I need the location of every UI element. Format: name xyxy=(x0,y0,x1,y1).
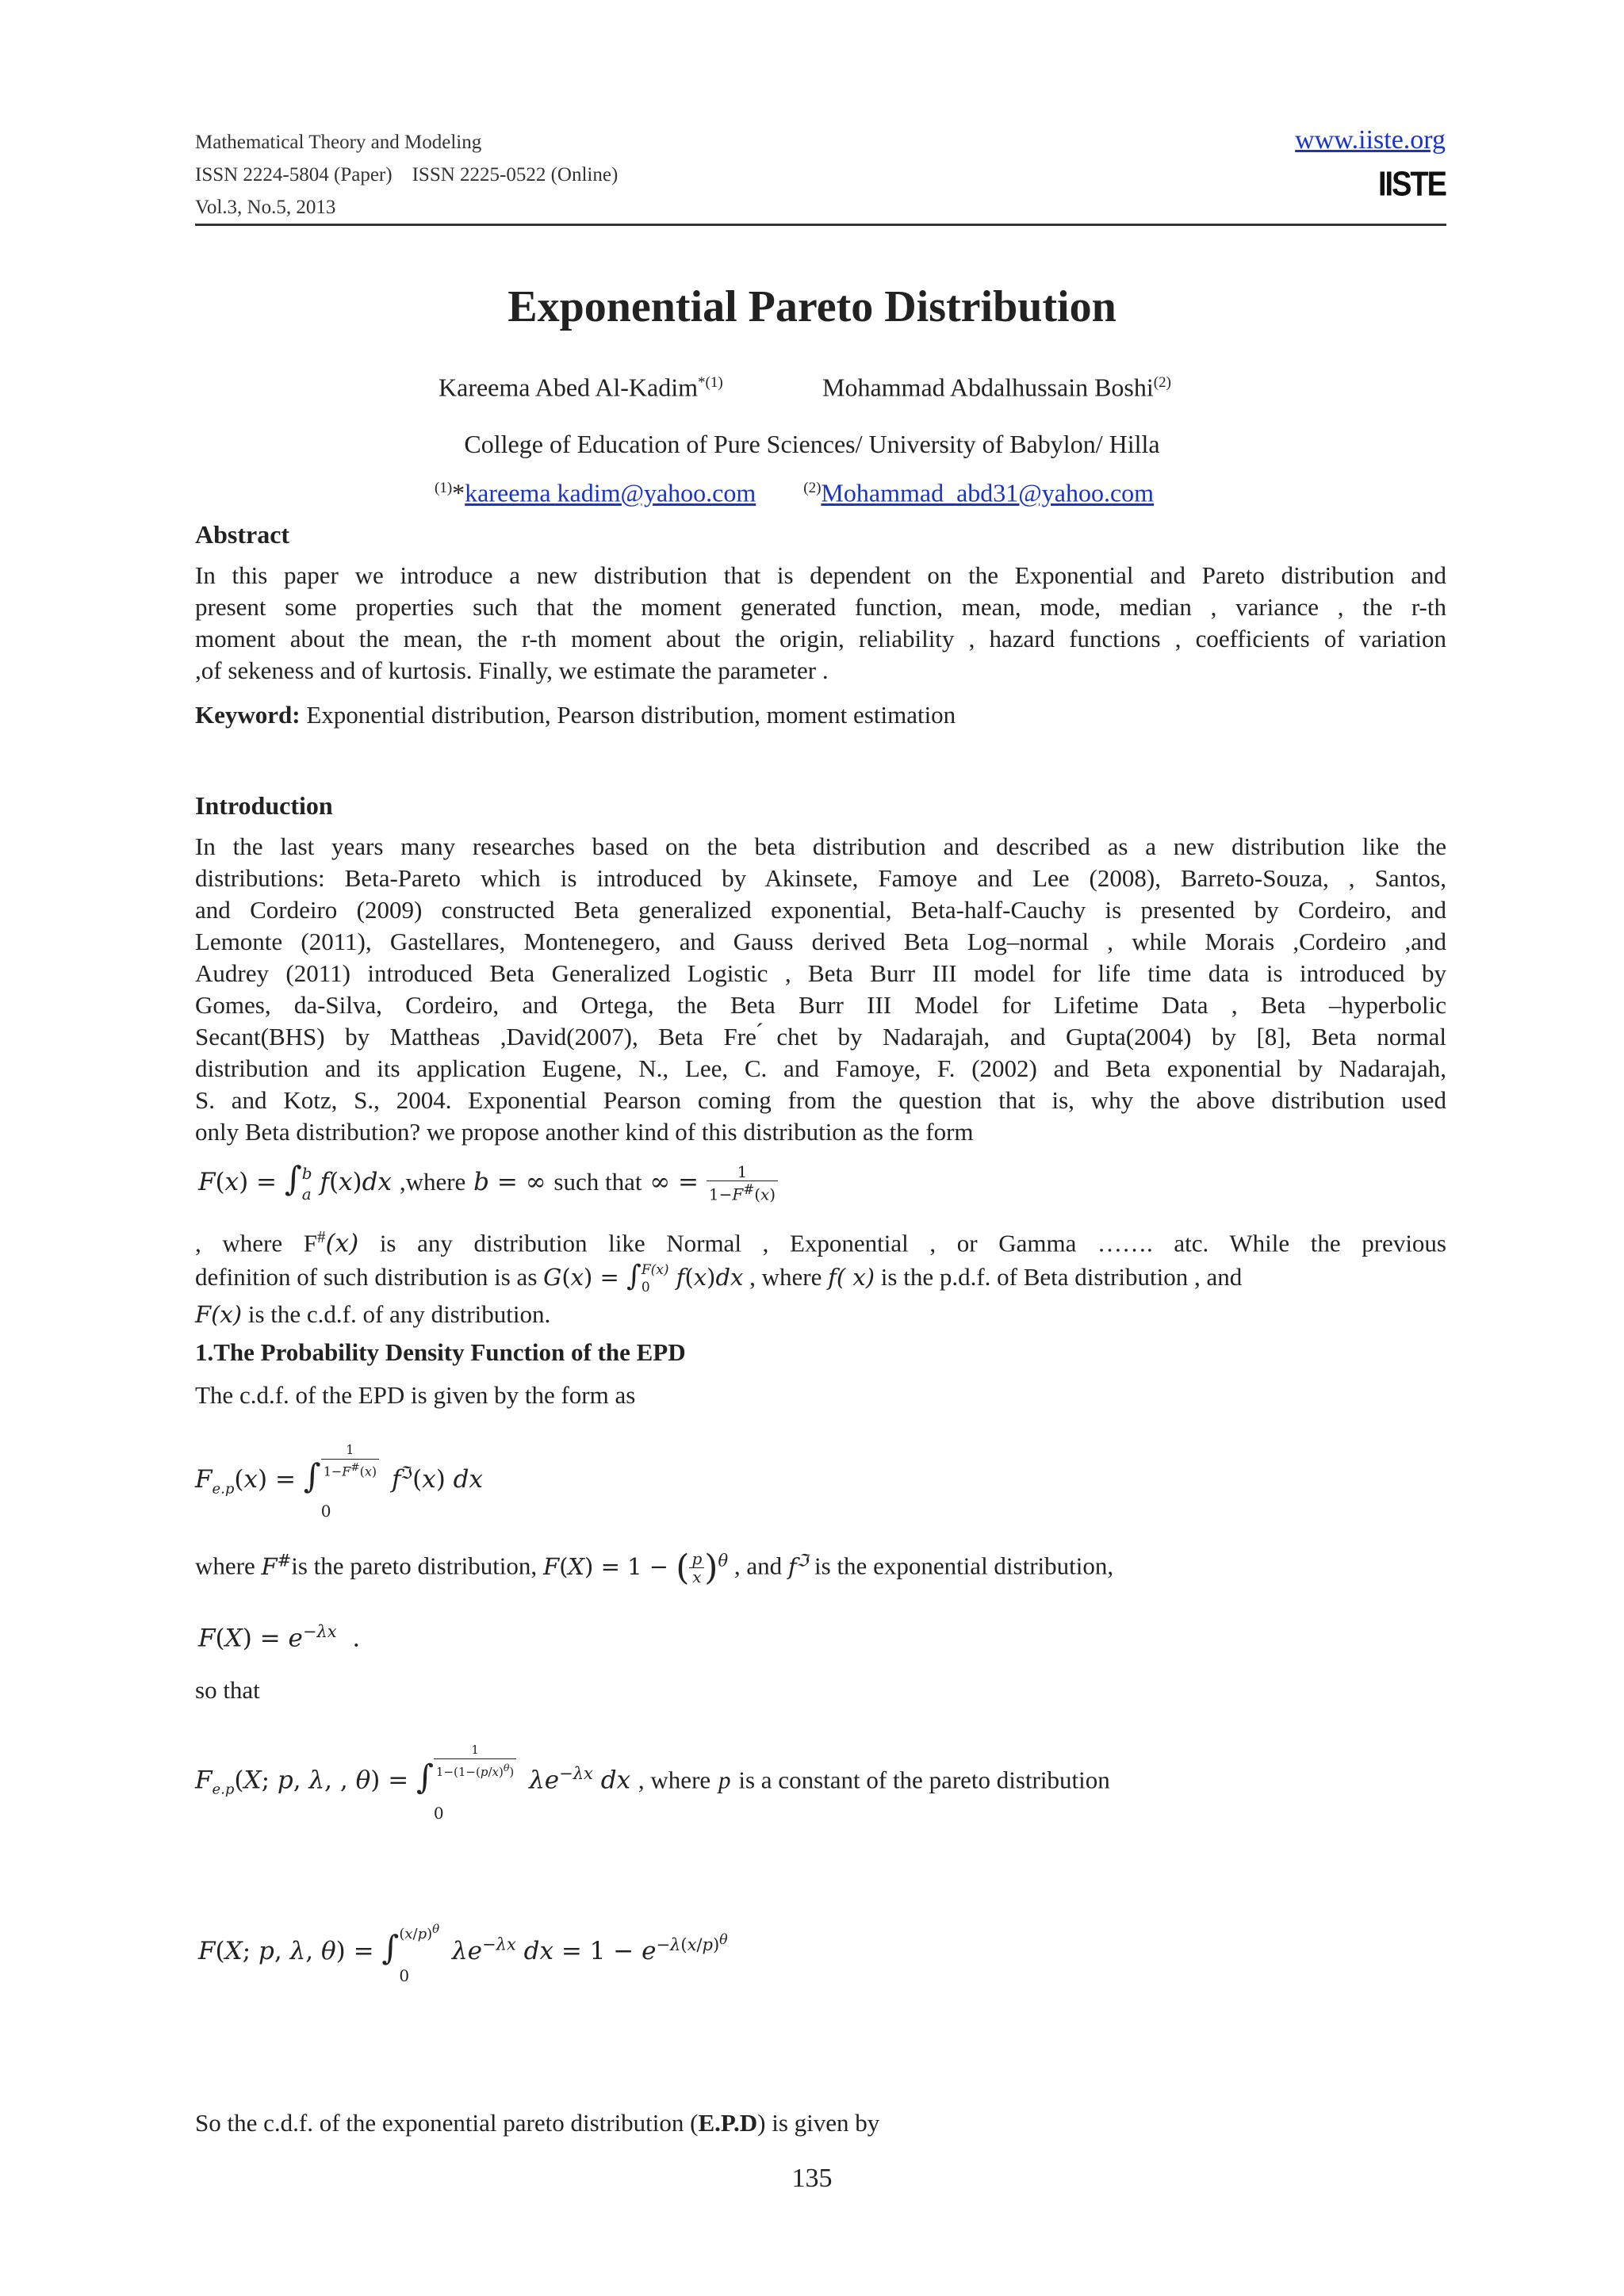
equation-epd-cdf-integral: $F_{e.p}(x)$ = ∫ 1 1−F#(x) 0 $f^ℑ(x)$ dx xyxy=(195,1442,483,1521)
abstract-line-4: ,of sekeness and of kurtosis. Finally, we estimate the parameter . xyxy=(195,656,829,684)
affiliation: College of Education of Pure Sciences/ University of Babylon/ Hilla xyxy=(464,430,1160,458)
equation-epd-closed-form: F(X; p, λ, θ) = ∫ $(x/p)^\theta$ 0 $\lambda e^{-\lambda x}$ dx = $1 - e^{-\lambda(x/p)^\theta}$ xyxy=(198,1922,728,1985)
keywords-line: Keyword: Exponential distribution, Pearson distribution, moment estimation xyxy=(195,701,956,729)
equation-epd-parametric: $F_{e.p}(X$; p, λ, , θ) = ∫ 1 $1-(1-(p/x)^\theta)$ 0 $\lambda e^{-\lambda x}$ dx , where p is a constant of the pareto distribution xyxy=(195,1743,1110,1823)
page-number: 135 xyxy=(791,2164,833,2193)
section-1-heading: 1.The Probability Density Function of the EPD xyxy=(195,1338,686,1366)
closing-line: So the c.d.f. of the exponential pareto distribution (E.P.D) is given by xyxy=(195,2109,880,2137)
email-link-2[interactable]: Mohammad_abd31@yahoo.com xyxy=(821,478,1155,507)
intro-cdf-line: F(x) is the c.d.f. of any distribution. xyxy=(195,1300,551,1328)
intro-line-8: distribution and its application Eugene, N., Lee, C. and Famoye, F. (2002) and Beta exponential by Nadarajah, xyxy=(195,1054,1446,1082)
equation-definition: F(x) = ∫ b a f(x)dx ,where b = ∞ such that ∞ = $\frac{1}{1-F^{\#}(x)}$ xyxy=(198,1159,778,1204)
author-1: Kareema Abed Al-Kadim$^{*(1)}$ xyxy=(439,373,723,402)
intro-line-2: distributions: Beta-Pareto which is introduced by Akinsete, Famoye and Lee (2008), Barreto-Souza, , Santos, xyxy=(195,864,1446,892)
intro-line-1: In the last years many researches based on the beta distribution and described as a new distribution like the xyxy=(195,832,1446,860)
equation-exponential: $F(X) = e^{-\lambda x}$ . xyxy=(198,1622,361,1653)
journal-name: Mathematical Theory and Modeling xyxy=(195,132,482,153)
so-that-text: so that xyxy=(195,1676,260,1704)
intro-after-eq-line: , where F#(x) is any distribution like Normal , Exponential , or Gamma ……. atc. While the previous xyxy=(195,1227,1446,1258)
intro-line-10: only Beta distribution? we propose another kind of this distribution as the form xyxy=(195,1118,974,1146)
volume-line: Vol.3, No.5, 2013 xyxy=(195,197,336,218)
iiste-logo: IISTE xyxy=(1377,165,1446,205)
intro-line-5: Audrey (2011) introduced Beta Generalized Logistic , Beta Burr III model for life time data is introduced by xyxy=(195,959,1446,987)
intro-line-9: S. and Kotz, S., 2004. Exponential Pearson coming from the question that is, why the above distribution used xyxy=(195,1086,1446,1114)
email-line: $^{(1)}$*kareema kadim@yahoo.com $^{(2)}$Mohammad_abd31@yahoo.com xyxy=(435,478,1155,507)
introduction-heading: Introduction xyxy=(195,791,333,820)
intro-line-7: Secant(BHS) by Mattheas ,David(2007), Beta Fre ́chet by Nadarajah, and Gupta(2004) by [8], Beta normal xyxy=(195,1023,1446,1050)
intro-definition-line: definition of such distribution is as G(x) = ∫ F(x) 0 f(x)dx , where f( x) is the p.d.f. of Beta distribution , and xyxy=(195,1260,1243,1295)
author-2: Mohammad Abdalhussain Boshi$^{(2)}$ xyxy=(822,373,1171,402)
email-link-1[interactable]: kareema kadim@yahoo.com xyxy=(465,478,756,507)
abstract-line-2: present some properties such that the moment generated function, mean, mode, median , variance , the r-th xyxy=(195,593,1446,621)
paper-title: Exponential Pareto Distribution xyxy=(508,282,1116,331)
abstract-heading: Abstract xyxy=(195,520,290,549)
intro-line-3: and Cordeiro (2009) constructed Beta generalized exponential, Beta-half-Cauchy is presented by Cordeiro, and xyxy=(195,896,1446,924)
website-link[interactable]: www.iiste.org xyxy=(1295,125,1446,155)
intro-line-4: Lemonte (2011), Gastellares, Montenegero, and Gauss derived Beta Log–normal , while Morais ,Cordeiro ,and xyxy=(195,928,1446,955)
where-pareto-line: where F#is the pareto distribution, F(X) = 1 − ( $\frac{p}{x}$ )$^\theta$ , and $f^ℑ$ is the exponential distribution, xyxy=(195,1547,1114,1588)
abstract-line-3: moment about the mean, the r-th moment about the origin, reliability , hazard functions , coefficients of variation xyxy=(195,625,1446,652)
section-1-intro: The c.d.f. of the EPD is given by the form as xyxy=(195,1381,636,1409)
intro-line-6: Gomes, da-Silva, Cordeiro, and Ortega, the Beta Burr III Model for Lifetime Data , Beta –hyperbolic xyxy=(195,991,1446,1019)
issn-line: ISSN 2224-5804 (Paper) ISSN 2225-0522 (Online) xyxy=(195,164,619,186)
header-rule xyxy=(195,224,1446,226)
abstract-line-1: In this paper we introduce a new distribution that is dependent on the Exponential and Pareto distribution and xyxy=(195,561,1446,589)
